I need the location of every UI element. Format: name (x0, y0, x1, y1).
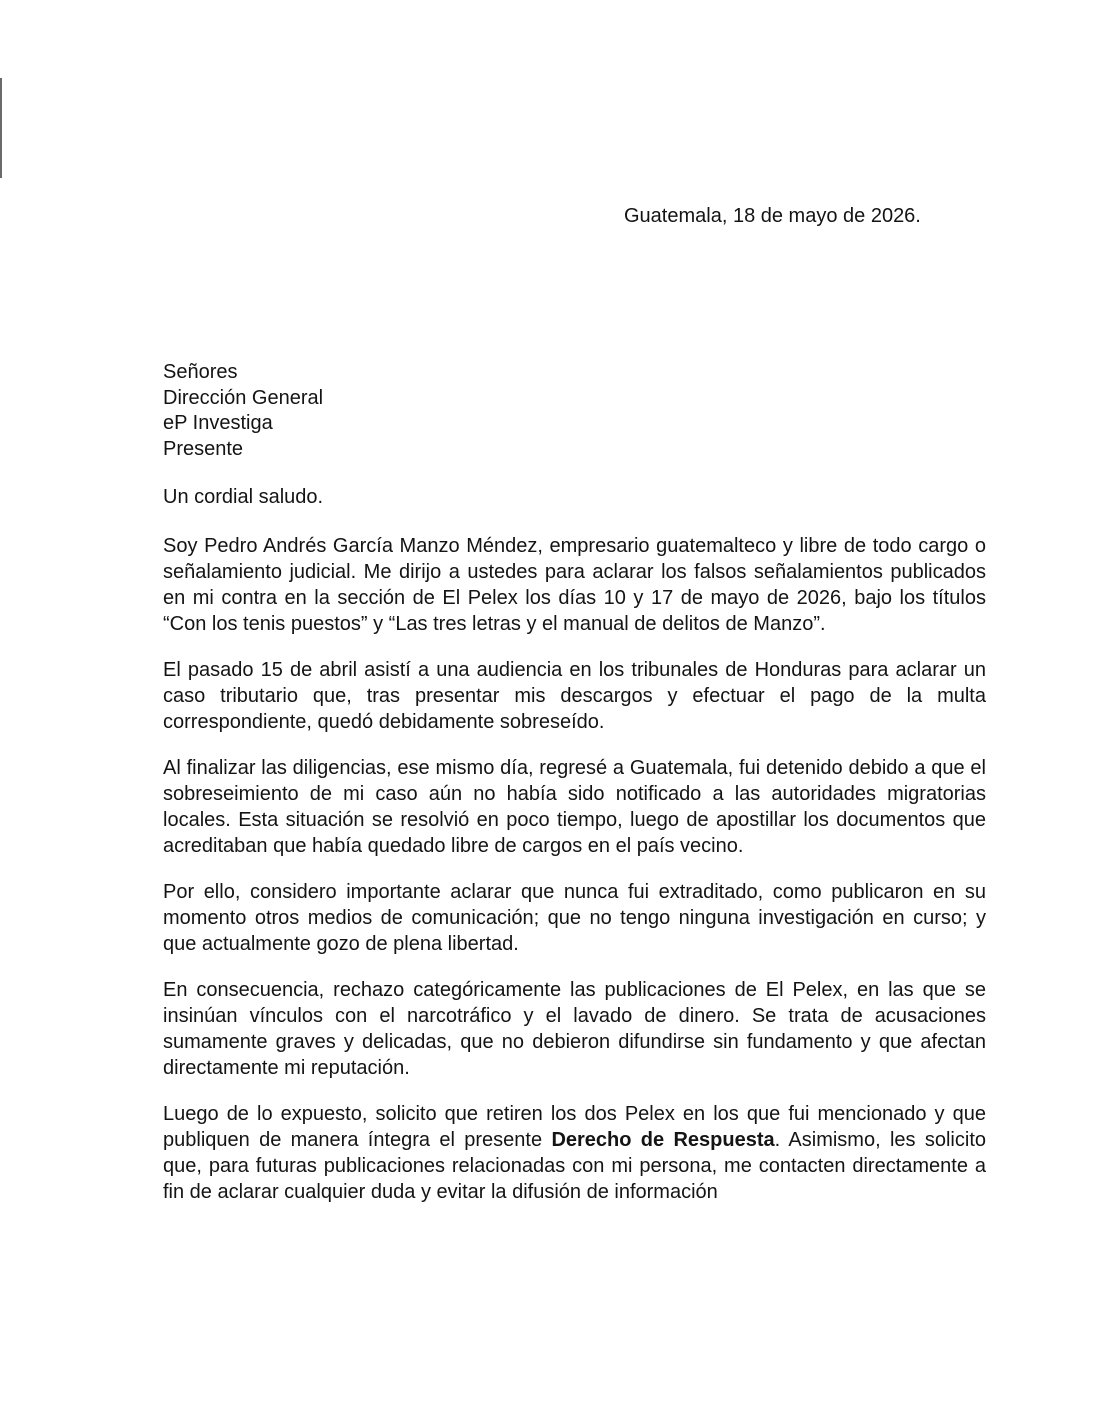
recipient-block (163, 360, 323, 462)
recipient-organization: eP Investiga (163, 412, 273, 434)
paragraph-hearing: El pasado 15 de abril asistí a una audiencia en los tribunales de Honduras para aclarar un caso tributario que, tras presentar mis descargos y efectuar el pago de la multa correspondiente, quedó debidamente sobreseído. (163, 659, 986, 733)
paragraph-request (163, 1101, 986, 1205)
letter-body (163, 533, 986, 1205)
paragraph-clarification: Por ello, considero importante aclarar que nunca fui extraditado, como publicaron en su momento otros medios de comunicación; que no tengo ninguna investigación en curso; y que actualmente gozo de plena libertad. (163, 881, 986, 955)
letter-date: Guatemala, 18 de mayo de 2026. (624, 205, 921, 227)
paragraph-introduction: Soy Pedro Andrés García Manzo Méndez, empresario guatemalteco y libre de todo cargo o señalamiento judicial. Me dirijo a ustedes para aclarar los falsos señalamientos publicados en mi contra en la sección de El Pelex los días 10 y 17 de mayo de 2026, bajo los títulos “Con los tenis puestos” y “Las tres letras y el manual de delitos de Manzo”. (163, 535, 986, 635)
recipient-salutation: Señores (163, 361, 238, 383)
paragraph-rejection: En consecuencia, rechazo categóricamente las publicaciones de El Pelex, en las que se insinúan vínculos con el narcotráfico y el lavado de dinero. Se trata de acusaciones sumamente graves y delicadas, que no debieron difundirse sin fundamento y que afectan directamente mi reputación. (163, 979, 986, 1079)
greeting: Un cordial saludo. (163, 486, 324, 508)
derecho-de-respuesta-emphasis: Derecho de Respuesta (551, 1129, 775, 1151)
recipient-department: Dirección General (163, 386, 324, 409)
request-text-end: . Asimismo, les solicito que, para futuras publicaciones relacionadas con mi persona, me contacten directamente a fin de aclarar cualquier duda y evitar la difusión de información (163, 1129, 987, 1203)
recipient-presente: Presente (163, 437, 244, 460)
paragraph-detention: Al finalizar las diligencias, ese mismo día, regresé a Guatemala, fui detenido debido a que el sobreseimiento de mi caso aún no había sido notificado a las autoridades migratorias locales. Esta situación se resolvió en poco tiempo, luego de apostillar los documentos que acreditaban que había quedado libre de cargos en el país vecino. (163, 757, 986, 857)
request-text-start: Luego de lo expuesto, solicito que retiren los dos Pelex en los que fui mencionado y que publiquen de manera íntegra el presente (163, 1103, 986, 1151)
